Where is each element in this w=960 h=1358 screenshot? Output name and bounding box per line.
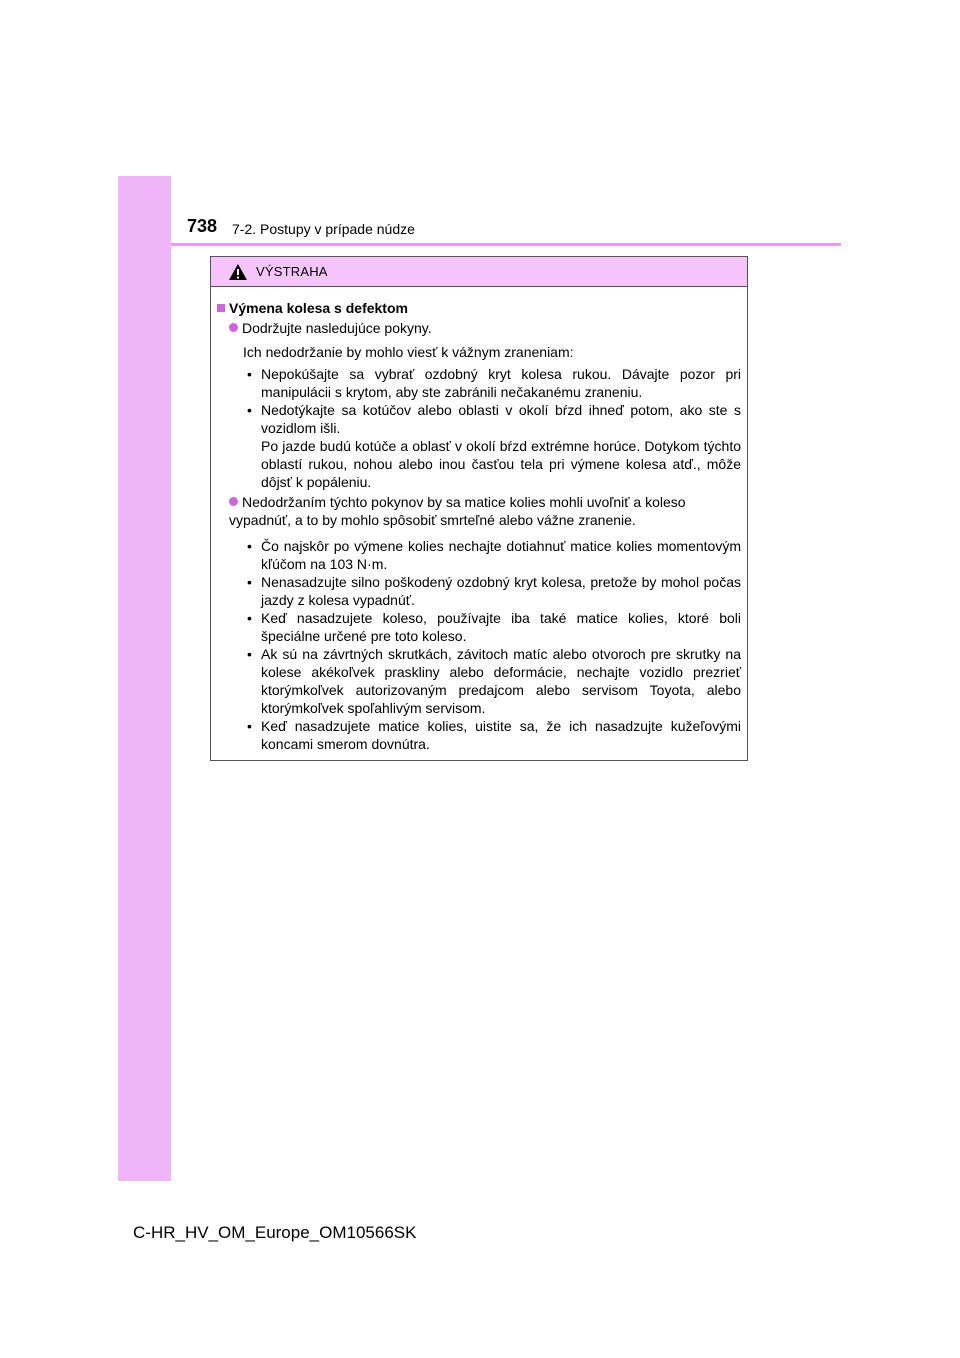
warning-subheading-text: Výmena kolesa s defektom <box>229 300 408 316</box>
list-item: • Nepokúšajte sa vybrať ozdobný kryt kolesa rukou. Dávajte pozor pri manipulácii s krytom, aby ste zabránili nečakanému zraneniu. <box>243 365 741 401</box>
page-number: 738 <box>187 216 218 236</box>
list-item: • Keď nasadzujete koleso, používajte iba také matice kolies, ktoré boli špeciálne určené pre toto koleso. <box>243 609 741 645</box>
point-2-text-cont: vypadnúť, a to by mohlo spôsobiť smrteľné alebo vážne zranenie. <box>229 512 636 528</box>
round-bullet-icon <box>229 497 238 506</box>
list-item: • Čo najskôr po výmene kolies nechajte dotiahnuť matice kolies momentovým kľúčom na 103 N·m. <box>243 537 741 573</box>
point-1-text: Dodržujte nasledujúce pokyny. <box>242 320 432 336</box>
warning-point-1 <box>229 319 741 337</box>
list-item: • Ak sú na závrtných skrutkách, závitoch matíc alebo otvoroch pre skrutky na kolese akékoľvek praskliny alebo deformácie, nechajte vozidlo prezrieť ktorýmkoľvek autorizovaným predajcom alebo servisom Toyota, alebo ktorýmkoľvek spoľahlivým servisom. <box>243 645 741 717</box>
point-2-bullets <box>217 537 741 753</box>
warning-box <box>210 256 748 761</box>
warning-label: VÝSTRAHA <box>256 264 328 279</box>
section-title: 7-2. Postupy v prípade núdze <box>232 221 415 237</box>
point-2-text: Nedodržaním týchto pokynov by sa matice kolies mohli uvoľniť a koleso <box>242 494 686 510</box>
warning-subheading <box>217 299 741 317</box>
warning-point-2 <box>229 493 741 511</box>
point-1-intro: Ich nedodržanie by mohlo viesť k vážnym zraneniam: <box>243 344 574 360</box>
warning-body <box>211 287 747 753</box>
list-item: • Keď nasadzujete matice kolies, uistite sa, že ich nasadzujte kužeľovými koncami smerom dovnútra. <box>243 717 741 753</box>
list-item: • Nenasadzujte silno poškodený ozdobný kryt kolesa, pretože by mohol počas jazdy z kolesa vypadnúť. <box>243 573 741 609</box>
warning-header <box>211 257 747 287</box>
warning-triangle-icon <box>228 263 248 281</box>
document-id: C-HR_HV_OM_Europe_OM10566SK <box>133 1223 417 1242</box>
page-sidebar-tab <box>118 176 171 1181</box>
square-bullet-icon <box>217 304 225 312</box>
list-item-continuation: Po jazde budú kotúče a oblasť v okolí bŕzd extrémne horúce. Dotykom týchto oblastí rukou, nohou alebo inou časťou tela pri výmene kolesa atď., môže dôjsť k popáleniu. <box>261 438 741 490</box>
header-rule <box>171 243 841 246</box>
list-item: • Nedotýkajte sa kotúčov alebo oblasti v okolí bŕzd ihneď potom, ako ste s vozidlom išli. <box>243 401 741 437</box>
round-bullet-icon <box>229 323 238 332</box>
point-1-bullets <box>217 365 741 491</box>
